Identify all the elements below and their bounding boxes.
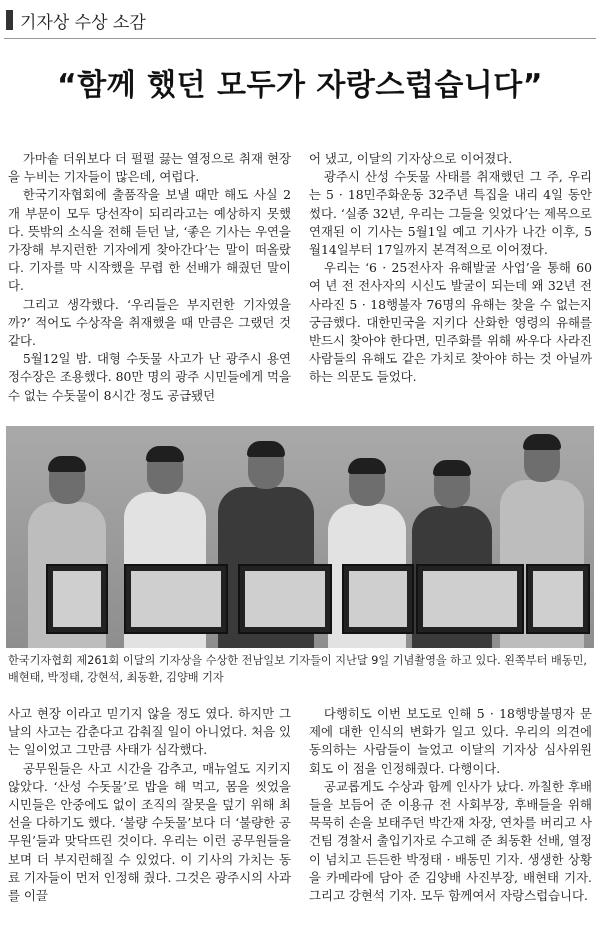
- paragraph: 공교롭게도 수상과 함께 인사가 났다. 까칠한 후배들을 보듬어 준 이용규 전 사회부장, 후배들을 위해 묵묵히 손을 보태주던 박간재 차장, 연차를 버리고 사건팀 경찰서 출입기자로 수고해 준 최동환 선배, 열정이 넘치고 든든한 박정태 · 배동민 기자. 생생한 상황을 카메라에 담아 준 김양배 사진부장, 배현태 기자. 그리고 강현석 기자. 모두 함께여서 자랑스럽습니다.: [309, 778, 592, 904]
- award-plaque: [46, 564, 108, 634]
- award-plaque: [526, 564, 590, 634]
- award-plaque: [416, 564, 524, 634]
- paragraph: 공무원들은 사고 시간을 감추고, 매뉴얼도 지키지 않았다. ‘산성 수돗물’로 밥을 해 먹고, 몸을 씻었을 시민들은 안중에도 없이 조직의 잘못을 덮기 위해 최선을 다하기도 했다. ‘불량 수돗물’보다 더 ‘불량한 공무원’들과 맞닥뜨린 것이다. 우리는 이런 공무원들을 보며 더 부지런해질 수 있었다. 이 기사의 가치는 동료 기자들이 먼저 인정해 줬다. 그것은 광주시의 사과를 이끌: [8, 760, 291, 904]
- award-plaque: [342, 564, 414, 634]
- section-label: 기자상 수상 소감: [20, 13, 146, 33]
- award-plaque: [124, 564, 228, 634]
- group-photo: [6, 426, 594, 648]
- award-plaque: [238, 564, 332, 634]
- article-column-4: [309, 705, 592, 905]
- paragraph: 광주시 산성 수돗물 사태를 취재했던 그 주, 우리는 5 · 18민주화운동 32주년 특집을 내리 4일 동안 썼다. ‘실종 32년, 우리는 그들을 잊었다’는 제목으로 연재된 이 기사는 5월1일 예고 기사가 나간 이후, 5월14일부터 17일까지 본격적으로 이어졌다.: [309, 169, 592, 258]
- paragraph: 가마솥 더위보다 더 펄펄 끓는 열정으로 취재 현장을 누비는 기자들이 많은데, 여럽다.: [8, 151, 291, 185]
- paragraph: 다행히도 이번 보도로 인해 5 · 18행방불명자 문제에 대한 인식의 변화가 일고 있다. 우리의 의견에 동의하는 사람들이 늘었고 이달의 기자상 심사위원회도 이 점을 인정해줬다. 다행이다.: [309, 706, 592, 776]
- paragraph: 사고 현장 이라고 믿기지 않을 정도 였다. 하지만 그날의 사고는 감춘다고 감춰질 일이 아니었다. 처음 있는 일이었고 그만큼 사태가 심각했다.: [8, 706, 291, 758]
- section-marker: [6, 10, 13, 30]
- headline: “함께 했던 모두가 자랑스럽습니다”: [57, 68, 543, 103]
- article-column-3: [8, 705, 291, 905]
- photo-caption: 한국기자협회 제261회 이달의 기자상을 수상한 전남일보 기자들이 지난달 9일 기념촬영을 하고 있다. 왼쪽부터 배동민, 배현태, 박정태, 강현석, 최동환, 김양배 기자: [8, 654, 587, 684]
- article-column-2: [309, 150, 592, 387]
- paragraph: 5월12일 밤. 대형 수돗물 사고가 난 광주시 용연정수장은 조용했다. 80만 명의 광주 시민들에게 먹을 수 없는 수돗물이 8시간 정도 공급됐던: [8, 351, 291, 403]
- section-divider: [4, 38, 596, 39]
- paragraph: 한국기자협회에 출품작을 보낼 때만 해도 사실 2개 부문이 모두 당선작이 되리라고는 예상하지 못했다. 뜻밖의 소식을 전해 듣던 날, ‘좋은 기사는 우연을 가장해 부지런한 기자에게 찾아간다’는 말이 떠올랐다. 기자를 막 시작했을 무렵 한 선배가 해줬던 말이다.: [8, 187, 291, 294]
- paragraph: 우리는 ‘6 · 25전사자 유해발굴 사업’을 통해 60여 년 전 전사자의 시신도 발굴이 되는데 왜 32년 전 사라진 5 · 18행불자 76명의 유해는 찾을 수 없는지 궁금했다. 대한민국을 지키다 산화한 영령의 유해를 반드시 찾아야 한다면, 민주화를 위해 싸우다 사라진 사람들의 유해도 같은 가치로 찾아야 하는 것 아닐까 하는 의문도 들었다.: [309, 260, 592, 385]
- article-column-1: [8, 150, 291, 405]
- paragraph: 그리고 생각했다. ‘우리들은 부지런한 기자였을까?’ 적어도 수상작을 취재했을 때 만큼은 그랬던 것 같다.: [8, 296, 291, 349]
- paragraph: 어 냈고, 이달의 기자상으로 이어졌다.: [309, 151, 513, 166]
